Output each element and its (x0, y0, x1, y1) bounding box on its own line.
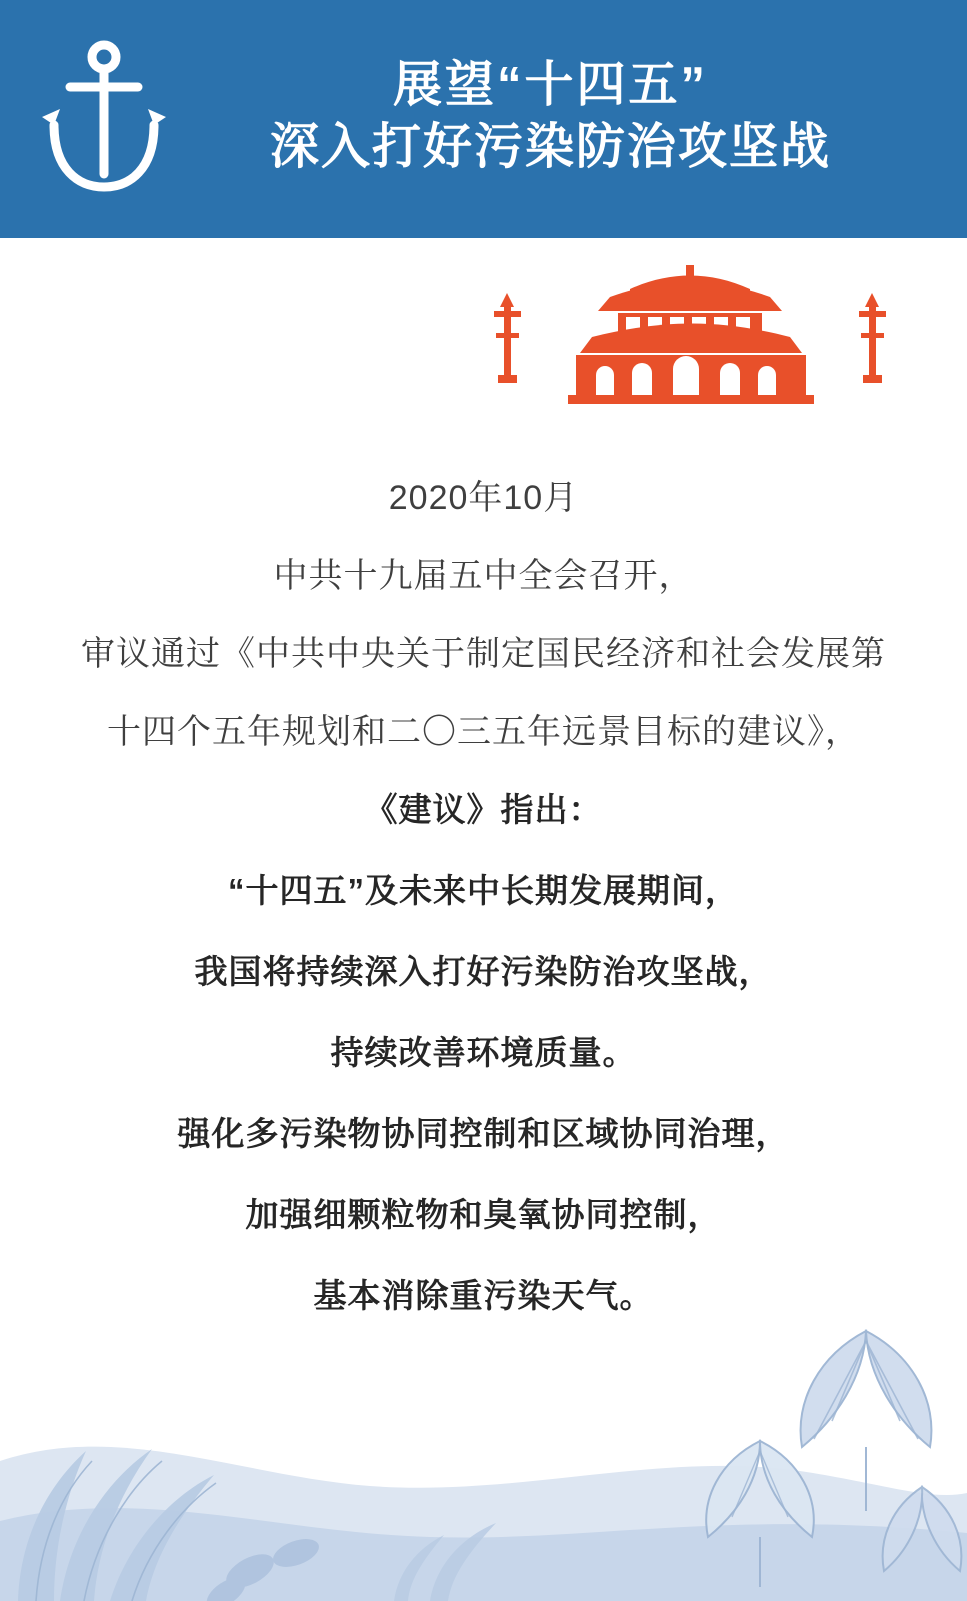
header-title-line1: 展望“十四五” (392, 58, 708, 113)
paragraph-line-7: 我国将持续深入打好污染防治攻坚战， (194, 953, 773, 990)
paragraph-date: 2020年10月 (388, 479, 579, 517)
paragraph-line-3: 审议通过《中共中央关于制定国民经济和社会发展第 (81, 635, 886, 673)
paragraph-line-2: 中共十九届五中全会召开， (273, 557, 694, 595)
paragraph-line-10: 加强细颗粒物和臭氧协同控制， (245, 1196, 722, 1233)
anchor-icon (34, 39, 174, 199)
paragraph-line-5: 《建议》指出： (364, 791, 603, 828)
illustration-area (0, 263, 967, 443)
paragraph-line-6: “十四五”及未来中长期发展期间， (228, 872, 739, 909)
tiananmen-gate-illustration (480, 263, 900, 413)
bottom-foliage-decoration (0, 1271, 967, 1601)
paragraph-line-11: 基本消除重污染天气。 (313, 1277, 654, 1314)
header-banner (0, 0, 967, 238)
header-title-line2: 深入打好污染防治攻坚战 (269, 120, 831, 174)
paragraph-line-4: 十四个五年规划和二〇三五年远景目标的建议》， (107, 713, 860, 751)
content-body (0, 481, 967, 1312)
paragraph-line-8: 持续改善环境质量。 (330, 1034, 637, 1071)
header-title-group (174, 55, 967, 178)
paragraph-line-9: 强化多污染物协同控制和区域协同治理， (177, 1115, 790, 1152)
